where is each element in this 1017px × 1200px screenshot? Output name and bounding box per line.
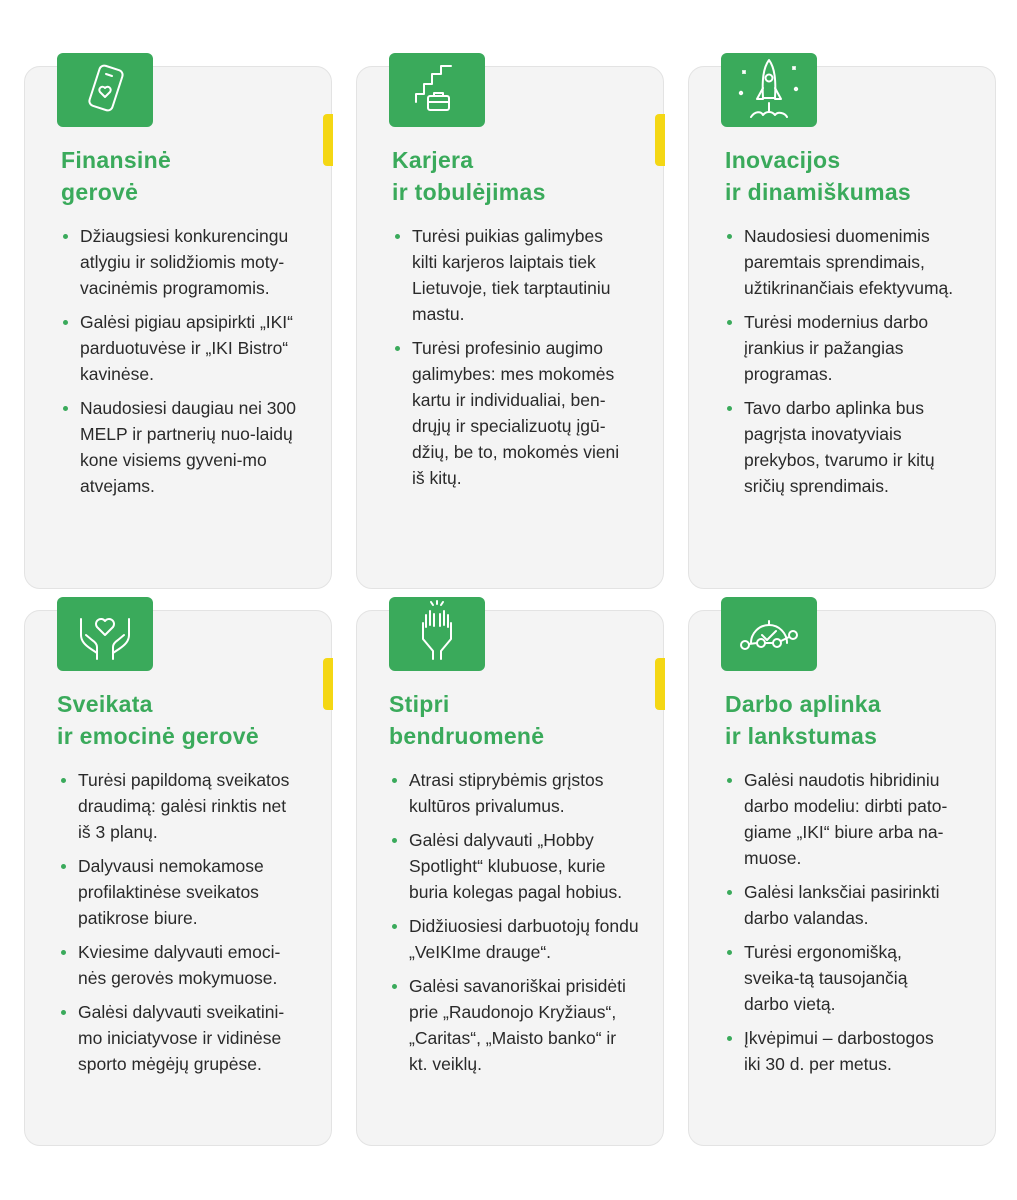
list-item: Turėsi papildomą sveikatos draudimą: galėsi rinktis net iš 3 planų. [58, 767, 294, 845]
benefit-list [724, 223, 974, 507]
list-item: Turėsi modernius darbo įrankius ir pažangias programas. [724, 309, 974, 387]
benefit-list [60, 223, 296, 507]
list-item: Galėsi lanksčiai pasirinkti darbo valandas. [724, 879, 952, 931]
card-icon-box [721, 597, 817, 671]
list-item: Kviesime dalyvauti emoci-nės gerovės mokymuose. [58, 939, 294, 991]
list-item: Turėsi ergonomišką, sveika-tą tausojančią darbo vietą. [724, 939, 952, 1017]
benefit-list [392, 223, 628, 499]
list-item: Galėsi savanoriškai prisidėti prie „Raudonojo Kryžiaus“, „Caritas“, „Maisto banko“ ir kt. veiklų. [389, 973, 639, 1077]
card-icon-box [57, 597, 153, 671]
card-title: Inovacijos ir dinamiškumas [725, 147, 912, 205]
high-five-icon [389, 597, 485, 671]
phone-heart-icon [57, 53, 153, 127]
card-accent-tab [323, 658, 333, 710]
card-icon-box [389, 53, 485, 127]
card-icon-box [721, 53, 817, 127]
list-item: Įkvėpimui – darbostogos iki 30 d. per metus. [724, 1025, 952, 1077]
list-item: Džiaugsiesi konkurencingu atlygiu ir solidžiomis moty-vacinėmis programomis. [60, 223, 296, 301]
list-item: Tavo darbo aplinka bus pagrįsta inovatyviais prekybos, tvarumo ir kitų sričių sprendimais. [724, 395, 974, 499]
hands-heart-icon [57, 597, 153, 671]
flexible-clock-icon [721, 597, 817, 671]
list-item: Dalyvausi nemokamose profilaktinėse sveikatos patikrose biure. [58, 853, 294, 931]
benefit-list [389, 767, 639, 1085]
list-item: Galėsi dalyvauti „Hobby Spotlight“ klubuose, kurie buria kolegas pagal hobius. [389, 827, 639, 905]
list-item: Turėsi puikias galimybes kilti karjeros laiptais tiek Lietuvoje, tiek tarptautiniu mastu. [392, 223, 628, 327]
card-icon-box [389, 597, 485, 671]
rocket-icon [721, 53, 817, 127]
list-item: Turėsi profesinio augimo galimybes: mes mokomės kartu ir individualiai, ben-drųjų ir specializuotų įgū-džių, be to, mokomės vieni iš kitų. [392, 335, 628, 491]
card-title: Finansinė gerovė [61, 147, 172, 205]
card-title: Darbo aplinka ir lankstumas [725, 691, 881, 749]
list-item: Galėsi pigiau apsipirkti „IKI“ parduotuvėse ir „IKI Bistro“ kavinėse. [60, 309, 296, 387]
card-icon-box [57, 53, 153, 127]
card-title: Sveikata ir emocinė gerovė [57, 691, 259, 749]
list-item: Didžiuosiesi darbuotojų fondu „VeIKIme drauge“. [389, 913, 639, 965]
card-accent-tab [655, 114, 665, 166]
card-accent-tab [655, 658, 665, 710]
card-accent-tab [323, 114, 333, 166]
list-item: Atrasi stiprybėmis grįstos kultūros privalumus. [389, 767, 639, 819]
list-item: Galėsi dalyvauti sveikatini-mo iniciatyvose ir vidinėse sporto mėgėjų grupėse. [58, 999, 294, 1077]
card-title: Karjera ir tobulėjimas [392, 147, 546, 205]
list-item: Galėsi naudotis hibridiniu darbo modeliu: dirbti pato-giame „IKI“ biure arba na-muose. [724, 767, 952, 871]
list-item: Naudosiesi duomenimis paremtais sprendimais, užtikrinančiais efektyvumą. [724, 223, 974, 301]
career-stairs-icon [389, 53, 485, 127]
card-title: Stipri bendruomenė [389, 691, 545, 749]
list-item: Naudosiesi daugiau nei 300 MELP ir partnerių nuo-laidų kone visiems gyveni-mo atvejams. [60, 395, 296, 499]
benefit-list [58, 767, 294, 1085]
benefit-list [724, 767, 952, 1085]
